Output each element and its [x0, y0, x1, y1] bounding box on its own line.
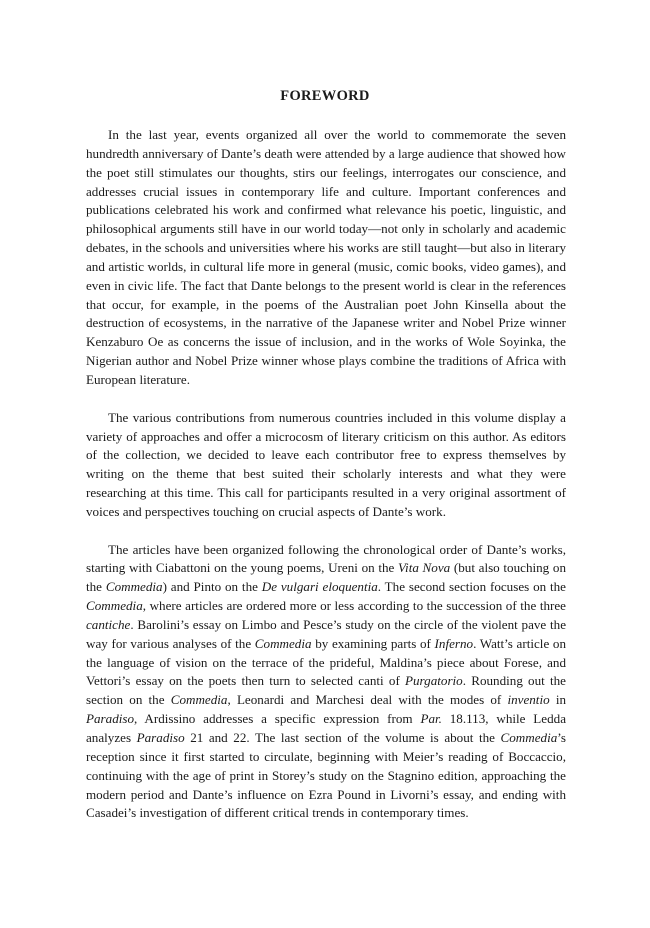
- text-run: . Watt’s article on the language of vision on the terrace of the prideful, Maldina’s piece about Forese, and Vettori’s essay on the poets then turn to selected canti of: [86, 635, 566, 689]
- paragraph-2: [86, 409, 566, 522]
- text-run: (but also touching on the: [86, 560, 566, 595]
- italic-text: Vita Nova: [398, 560, 451, 576]
- italic-text: Commedia: [500, 730, 558, 745]
- text-run: 21 and 22. The last section of the volume is about the: [184, 730, 501, 745]
- text-run: in: [549, 692, 567, 708]
- italic-text: Paradiso: [86, 711, 135, 727]
- italic-text: Inferno: [434, 635, 474, 651]
- text-run: . Rounding out the section on the: [86, 673, 566, 708]
- text-run: . Barolini’s essay on Limbo and Pesce’s study on the circle of the violent pave the way for various analyses of the: [86, 616, 566, 651]
- italic-text: Commedia: [254, 635, 312, 651]
- italic-text: Paradiso: [136, 730, 185, 745]
- italic-text: Commedia: [105, 579, 163, 595]
- text-run: . The second section focuses on the: [377, 579, 566, 595]
- text-run: The articles have been organized following the chronological order of Dante’s works, starting with Ciabattoni on the young poems, Ureni on the: [86, 541, 566, 576]
- italic-text: Par.: [420, 711, 442, 727]
- paragraph-3: [86, 541, 566, 824]
- text-run: , Leonardi and Marchesi deal with the modes of: [227, 692, 508, 708]
- text-run: The various contributions from numerous countries included in this volume display a variety of approaches and offer a microcosm of literary criticism on this author. As editors of the collection, we decided to leave each contributor free to express themselves by writing on the theme that best suited their scholarly interests and what they were researching at this time. This call for participants resulted in a very original assortment of voices and perspectives touching on crucial aspects of Dante’s work.: [86, 409, 566, 519]
- italic-text: Purgatorio: [405, 673, 463, 689]
- paragraph-1: [86, 126, 566, 390]
- foreword-body: [86, 126, 566, 842]
- italic-text: Commedia: [170, 692, 228, 708]
- text-run: 18.113, while Ledda analyzes: [86, 711, 567, 745]
- page-title: FOREWORD: [280, 88, 370, 104]
- italic-text: cantiche: [86, 616, 131, 632]
- text-run: ) and Pinto on the: [162, 579, 262, 595]
- text-run: by examining parts of: [311, 635, 435, 651]
- text-run: , Ardissino addresses a specific expression from: [134, 711, 421, 727]
- text-run: , where articles are ordered more or less according to the succession of the three: [142, 598, 566, 614]
- italic-text: Commedia: [86, 598, 143, 614]
- italic-text: De vulgari eloquentia: [261, 579, 378, 595]
- text-run: In the last year, events organized all over the world to commemorate the seven hundredth anniversary of Dante’s death were attended by a large audience that showed how the poet still stimulates our thoughts, stirs our feelings, interrogates our conscience, and addresses crucial issues in contemporary life and culture. Important conferences and publications celebrated his work and confirmed what relevance his poetic, linguistic, and philosophical arguments still have in our world today—not only in scholarly and academic debates, in the schools and universities where his works are still taught—but also in literary and artistic worlds, in cultural life more in general (music, comic books, video games), and even in civic life. The fact that Dante belongs to the present world is clear in the references that occur, for example, in the poems of the Australian poet John Kinsella about the destruction of ecosystems, in the narrative of the Japanese writer and Nobel Prize winner Kenzaburo Oe as concerns the issue of inclusion, and in the works of Wole Soyinka, the Nigerian author and Nobel Prize winner whose plays combine the traditions of Africa with European literature.: [86, 127, 566, 387]
- text-run: ’s reception since it first started to circulate, beginning with Meier’s reading of Boccaccio, continuing with the age of print in Storey’s study on the Stagnino edition, approaching the modern period and Dante’s influence on Ezra Pound in Livorni’s essay, and ending with Casadei’s investigation of different critical trends in contemporary times.: [86, 730, 566, 821]
- italic-text: inventio: [507, 692, 550, 708]
